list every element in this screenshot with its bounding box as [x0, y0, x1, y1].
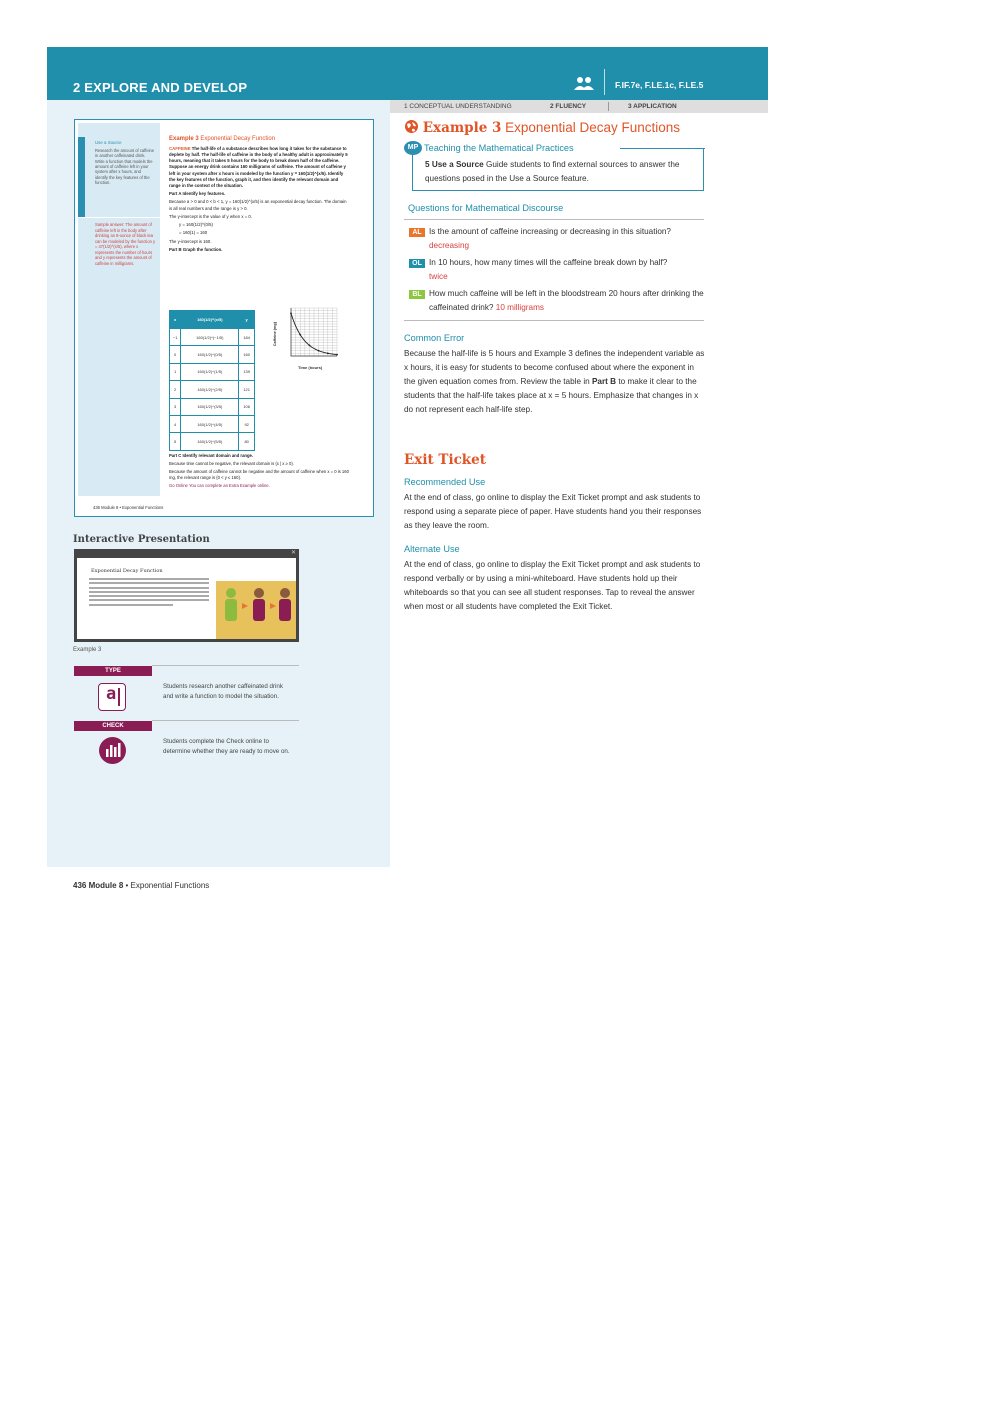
student-sidebar [78, 123, 160, 496]
discourse-title: Questions for Mathematical Discourse [408, 203, 564, 213]
table-row [170, 346, 255, 363]
page-number: 436 [73, 881, 87, 890]
student-page-footer: 436 Module 8 • Exponential Functions [93, 505, 164, 510]
level-badge-ol: OL [409, 259, 425, 268]
globe-icon [404, 119, 419, 134]
graph-canvas [281, 306, 341, 364]
table-header-cell: 160(1/2)^(x/5) [181, 311, 239, 329]
use-source-body: Research the amount of caffeine in another caffeinated drink. Write a function that models the amount of caffeine left in your system after x hours, and identify the key features of the function. [95, 148, 155, 185]
interactive-heading: Interactive Presentation [73, 534, 210, 545]
question-bl [429, 287, 704, 314]
example-heading-right [404, 119, 680, 136]
data-point [336, 354, 338, 356]
student-example-title [169, 135, 349, 144]
alternate-use-text: At the end of class, go online to display the Exit Ticket prompt and ask students to respond verbally or by using a mini-whiteboard. Have students hold up their whiteboards so that you can see all student responses. Tap to reveal the answer when most or all students have completed the Exit Ticket. [404, 560, 701, 611]
values-table [169, 310, 255, 451]
problem-text [169, 146, 349, 190]
problem-body: The half-life of a substance describes how long it takes for the substance to deplete by half. The half-life of caffeine in the body of a healthy adult is approximately 5 hours, meaning that it takes 5 hours for the body to break down half of the caffeine. Suppose an energy drink contains 160 milligrams of caffeine. The amount of caffeine y left in your system after x hours is modeled by the function y = 160(1/2)^(x/5). Identify the key features of the function, graph it, and then identify the relevant domain and range in the context of the situation. [169, 145, 348, 188]
go-online-link[interactable]: Go Online You can complete an Extra Example online. [169, 483, 270, 489]
question-ol [429, 256, 704, 283]
data-point [299, 334, 301, 336]
type-tool-label: TYPE [74, 666, 152, 676]
table-cell: 2 [170, 381, 181, 398]
rigor-conceptual: 1 CONCEPTUAL UNDERSTANDING [404, 103, 512, 110]
decay-graph [273, 306, 341, 372]
part-a-yint: The y-intercept is the value of y when x = 0. [169, 213, 252, 219]
rigor-fluency: 2 FLUENCY [550, 103, 587, 110]
sidebar-rule [78, 217, 160, 218]
figures-illustration [216, 581, 296, 639]
people-icon [574, 76, 594, 90]
table-cell: 160(1/2)^(3/5) [181, 398, 239, 415]
table-header-cell: x [170, 311, 181, 329]
module-title: Exponential Functions [130, 881, 210, 890]
question-ol-text: In 10 hours, how many times will the caffeine break down by half? [429, 258, 668, 267]
sidebar-accent [78, 137, 85, 217]
module-label: Module 8 [88, 881, 124, 890]
banner-divider [604, 69, 605, 95]
table-cell: 0 [170, 346, 181, 363]
part-b-head: Part B Graph the function. [169, 246, 223, 252]
table-cell: 184 [239, 329, 255, 346]
question-al-answer: decreasing [429, 240, 470, 250]
table-cell: 106 [239, 398, 255, 415]
math-practices-rule [620, 148, 705, 149]
table-row [170, 433, 255, 450]
example-title: Exponential Decay Functions [505, 120, 681, 135]
table-row [170, 381, 255, 398]
student-page [74, 119, 374, 517]
table-cell: 3 [170, 398, 181, 415]
student-example [169, 135, 349, 255]
table-cell: 160(1/2)^(4/5) [181, 415, 239, 432]
table-cell: 160 [239, 346, 255, 363]
question-ol-answer: twice [429, 271, 448, 281]
part-a-head: Part A Identify key features. [169, 191, 226, 197]
equation-2: = 160(1) = 160 [179, 230, 208, 236]
data-point [327, 352, 329, 354]
discourse-rule-top [404, 219, 704, 220]
equation-1: y = 160(1/2)^(0/5) [179, 222, 213, 228]
table-header-row [170, 311, 255, 329]
page-footer [73, 881, 209, 890]
type-tool-text: Students research another caffeinated drink and write a function to model the situation. [163, 683, 283, 700]
common-error-title: Common Error [404, 333, 465, 343]
example-number: Example 3 [422, 120, 502, 136]
table-cell: 1 [170, 363, 181, 380]
question-bl-text: How much caffeine will be left in the bloodstream 20 hours after drinking the caffeinated drink? [429, 289, 704, 312]
type-tool-line [152, 665, 299, 666]
rigor-separator [608, 102, 609, 111]
footer-separator: • [125, 881, 129, 890]
math-practices-body [425, 158, 695, 186]
question-al-text: Is the amount of caffeine increasing or decreasing in this situation? [429, 227, 671, 236]
common-error-text [404, 347, 706, 417]
math-practices-title: Teaching the Mathematical Practices [424, 143, 574, 153]
bar-chart-icon[interactable] [99, 737, 126, 764]
example-heading: Exponential Decay Function [200, 136, 276, 142]
table-cell: 80 [239, 433, 255, 450]
data-point [309, 344, 311, 346]
close-icon[interactable]: ✕ [290, 550, 296, 556]
presentation-screen [77, 558, 296, 639]
presentation-illustration [216, 581, 296, 639]
level-badge-al: AL [409, 228, 425, 237]
question-bl-answer: 10 milligrams [495, 302, 544, 312]
part-a-result: The y-intercept is 160. [169, 238, 212, 244]
standards: F.IF.7e, F.LE.1c, F.LE.5 [615, 80, 704, 90]
level-badge-bl: BL [409, 290, 425, 299]
type-icon[interactable]: a [98, 683, 126, 711]
recommended-use-title: Recommended Use [404, 477, 486, 487]
table-cell: 160(1/2)^(0/5) [181, 346, 239, 363]
section-banner [47, 47, 768, 100]
exit-ticket-title: Exit Ticket [404, 452, 486, 468]
caffeine-tag: CAFFEINE [169, 145, 191, 151]
ce-bold: Part B [591, 376, 617, 386]
table-cell: 121 [239, 381, 255, 398]
presentation-thumbnail[interactable] [74, 549, 299, 642]
part-c-text-2: Because the amount of caffeine cannot be negative and the amount of caffeine when x = 0 is 160 mg, the relevant range is {0 < y ≤ 160}. [169, 469, 349, 481]
alternate-use-title: Alternate Use [404, 544, 460, 554]
table-cell: 139 [239, 363, 255, 380]
table-row [170, 329, 255, 346]
mp-bold: 5 Use a Source [425, 160, 484, 169]
sample-answer: Sample answer: The amount of caffeine left in the body after drinking an 8-ounce of black tea can be modeled by the function y = 47(1/2)^(x/5), where x represents the number of hours and y represents the amount of caffeine in milligrams. [95, 222, 156, 266]
use-source-head: Use a Source [95, 140, 122, 145]
presentation-title: Exponential Decay Function [91, 568, 163, 574]
example-label: Example 3 [169, 136, 199, 142]
math-practices-icon: MP [404, 141, 422, 155]
table-cell: 160(1/2)^(−1/5) [181, 329, 239, 346]
data-point [290, 312, 292, 314]
question-al [429, 225, 704, 252]
part-c-text-1: Because time cannot be negative, the relevant domain is {x | x ≥ 0}. [169, 461, 294, 467]
mp-text: Guide students to find external sources to answer the questions posed in the Use a Source feature. [425, 160, 680, 183]
rigor-application: 3 APPLICATION [628, 103, 677, 110]
part-c-head: Part C Identify relevant domain and range. [169, 453, 254, 458]
table-cell: 160(1/2)^(2/5) [181, 381, 239, 398]
table-cell: −1 [170, 329, 181, 346]
table-cell: 5 [170, 433, 181, 450]
table-cell: 160(1/2)^(1/5) [181, 363, 239, 380]
presentation-text-lines [89, 578, 209, 608]
presentation-caption: Example 3 [73, 647, 102, 653]
table-row [170, 398, 255, 415]
check-tool-label: CHECK [74, 721, 152, 731]
discourse-rule-bottom [404, 320, 704, 321]
table-cell: 4 [170, 415, 181, 432]
graph-y-label: Caffeine (mg) [273, 322, 277, 347]
rigor-bar [390, 100, 768, 113]
table-header-cell: y [239, 311, 255, 329]
table-body [170, 329, 255, 451]
check-tool-text: Students complete the Check online to determine whether they are ready to move on. [163, 738, 290, 755]
recommended-use-text: At the end of class, go online to display the Exit Ticket prompt and ask students to respond using a separate piece of paper. Have students hand you their responses as they leave the room. [404, 493, 702, 530]
section-title: 2 EXPLORE AND DEVELOP [73, 80, 248, 95]
table-cell: 160(1/2)^(5/5) [181, 433, 239, 450]
graph-x-label: Time (hours) [298, 365, 323, 370]
part-a-text: Because a > 0 and 0 < b < 1, y = 160(1/2)^(x/5) is an exponential decay function. The domain is all real numbers and the range is y > 0. [169, 199, 347, 211]
ce-text-1: Because the half-life is 5 hours and Example 3 defines the independent variable as x hours, it is easy for students to become confused about where the exponent in the given equation comes from. Review the table in [404, 349, 705, 386]
table-row [170, 415, 255, 432]
part-c [169, 453, 351, 491]
check-tool-line [152, 720, 299, 721]
ce-text-2: to make it clear to the students that the half-life takes place at x = 5 hours. Emphasize that changes in x do not represent each half-life step. [404, 376, 699, 414]
data-point [318, 350, 320, 352]
table-row [170, 363, 255, 380]
table-cell: 92 [239, 415, 255, 432]
